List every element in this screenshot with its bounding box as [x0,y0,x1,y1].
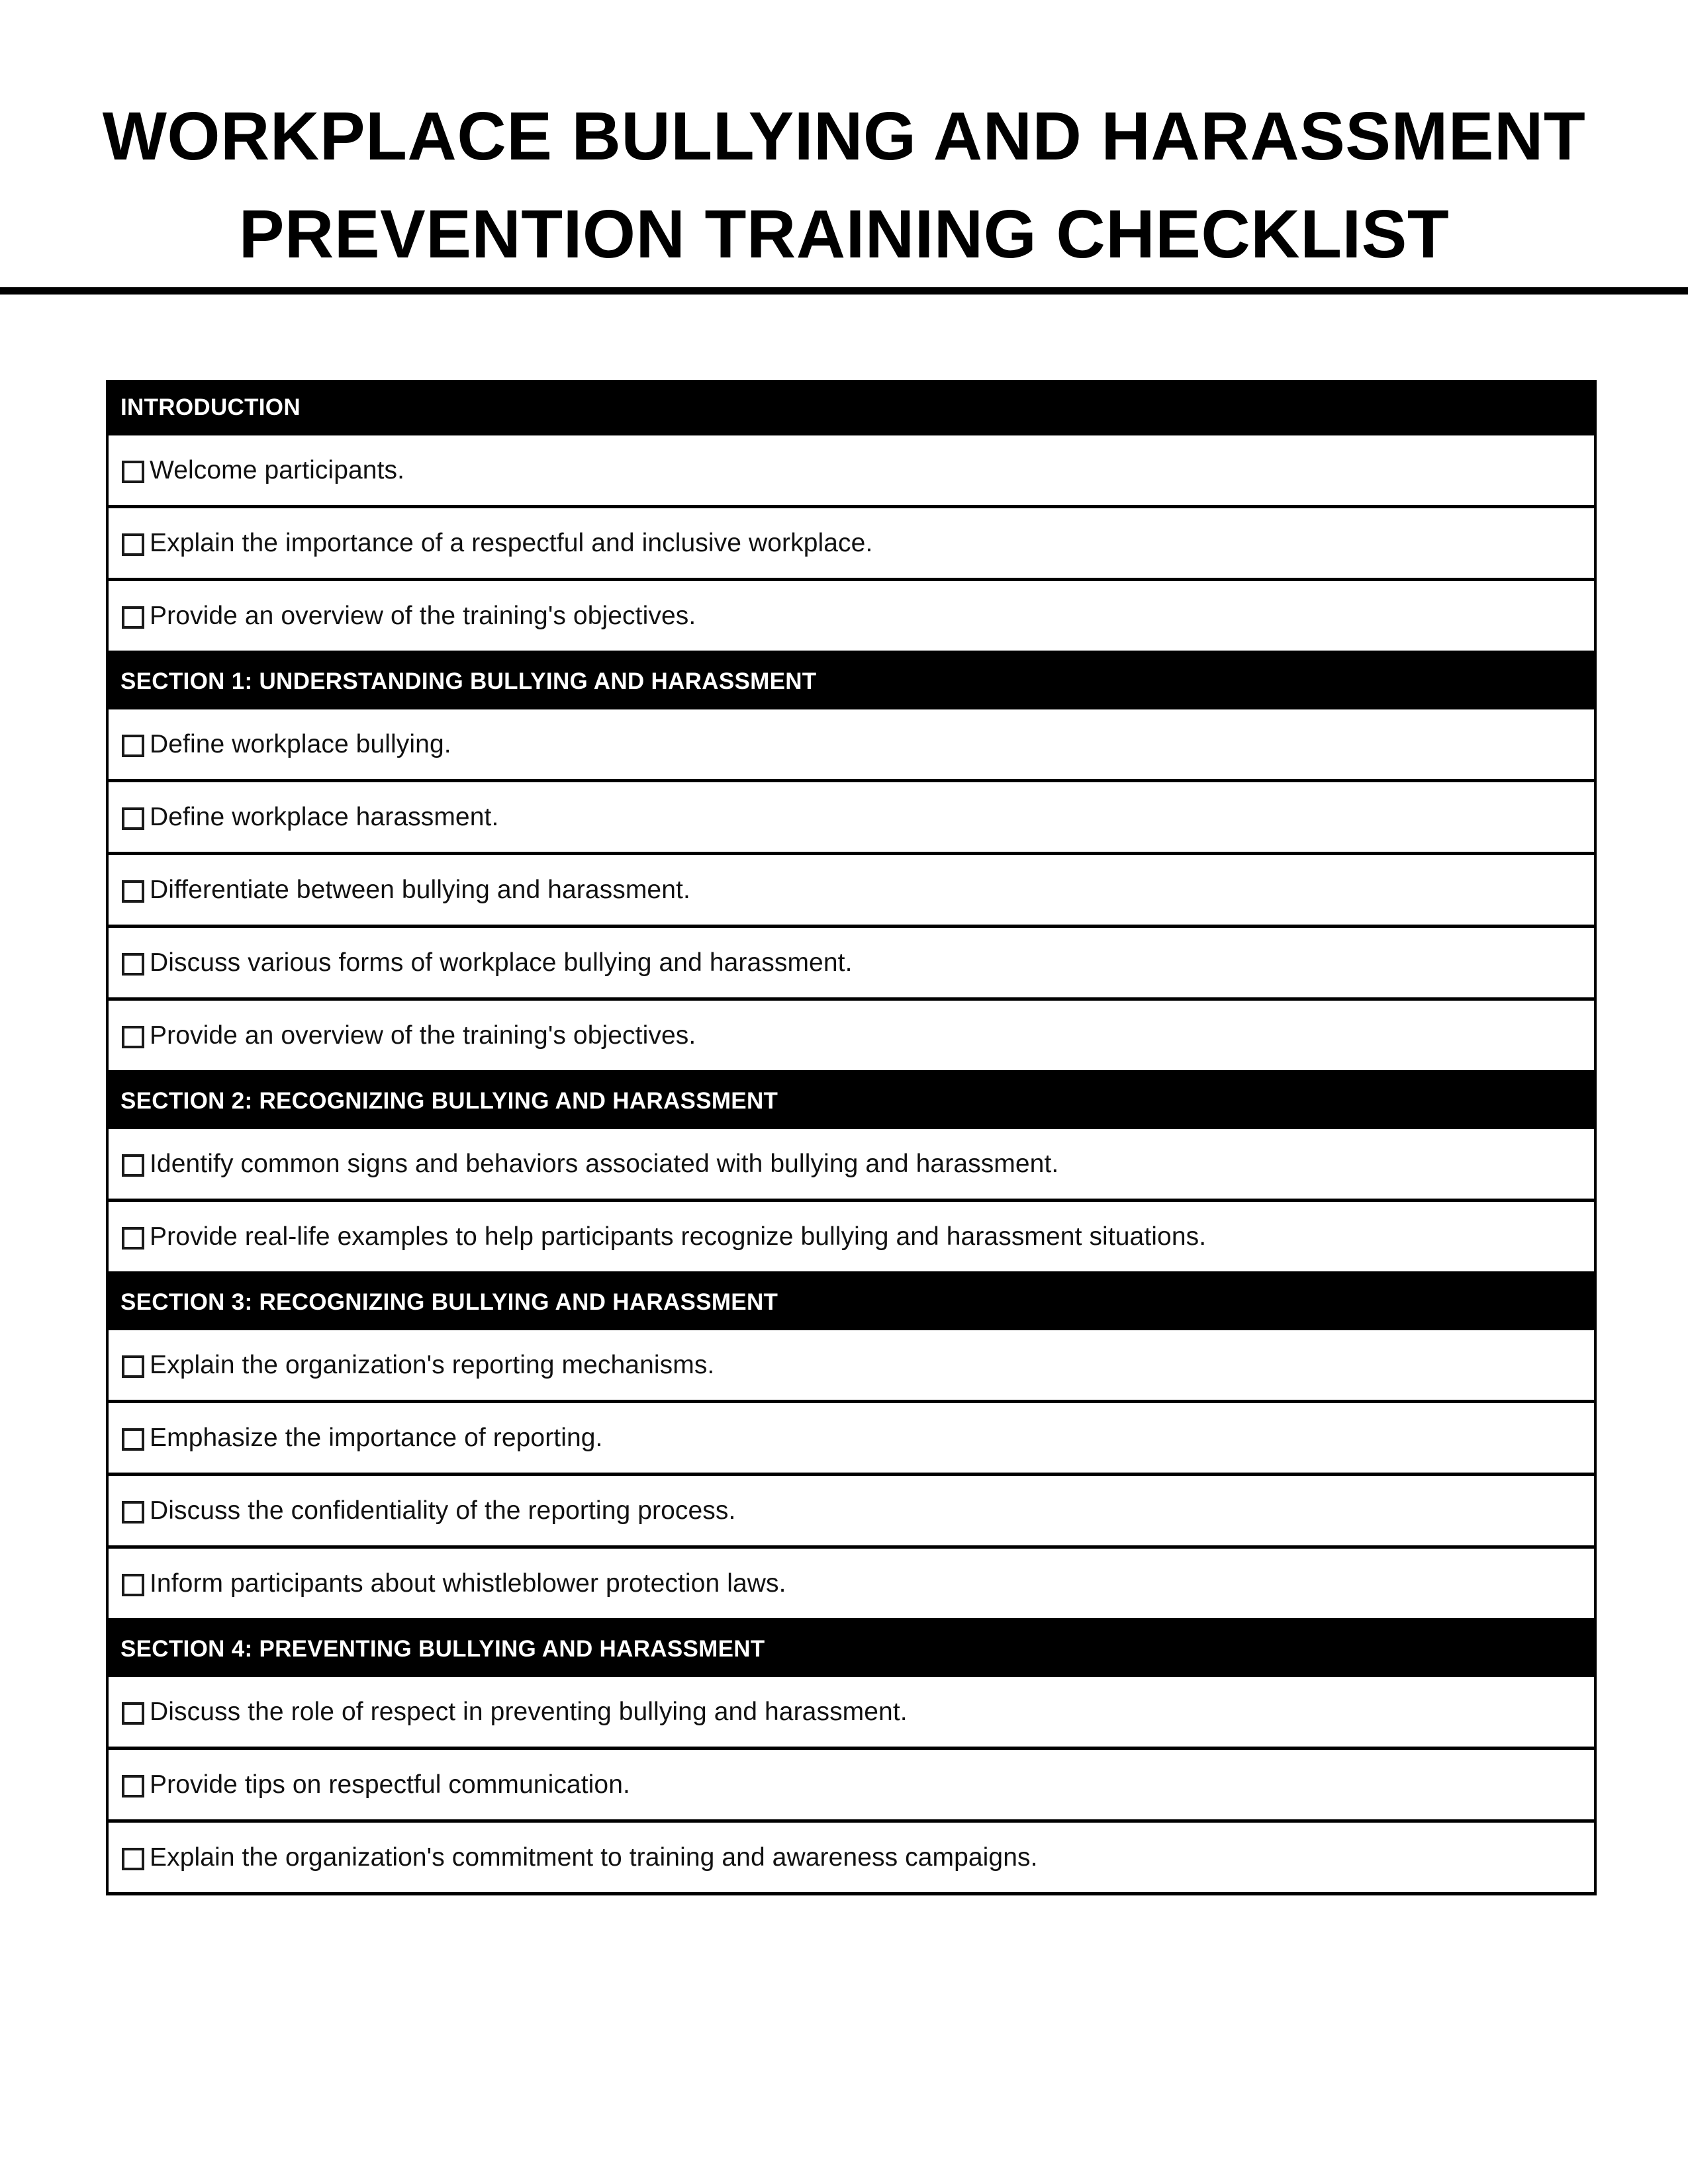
checklist-item-row[interactable] [106,1330,1597,1403]
checklist-item-label: Explain the organization's commitment to training and awareness campaigns. [150,1843,1038,1872]
empty-checkbox-icon[interactable] [122,880,144,903]
title-line-1: WORKPLACE BULLYING AND HARASSMENT [102,98,1586,174]
empty-checkbox-icon[interactable] [122,1355,144,1378]
empty-checkbox-icon[interactable] [122,1574,144,1596]
empty-checkbox-icon[interactable] [122,1848,144,1870]
empty-checkbox-icon[interactable] [122,1501,144,1524]
title-divider-rule [0,287,1688,295]
empty-checkbox-icon[interactable] [122,1428,144,1451]
checklist-table [106,380,1597,1895]
empty-checkbox-icon[interactable] [122,1775,144,1797]
checklist-item-label: Explain the importance of a respectful and inclusive workplace. [150,528,873,557]
checklist-item-label: Provide real-life examples to help participants recognize bullying and harassment situations. [150,1222,1207,1251]
checklist-item-row[interactable] [106,855,1597,928]
checklist-item-label: Differentiate between bullying and harassment. [150,875,690,904]
checklist-item-row[interactable] [106,709,1597,782]
checklist-item-label: Define workplace harassment. [150,802,499,831]
checklist-item-row[interactable] [106,1476,1597,1549]
empty-checkbox-icon[interactable] [122,953,144,976]
checklist-item-label: Inform participants about whistleblower protection laws. [150,1569,786,1598]
title-line-2: PREVENTION TRAINING CHECKLIST [238,196,1450,272]
checklist-item-row[interactable] [106,435,1597,508]
checklist-item-row[interactable] [106,928,1597,1001]
empty-checkbox-icon[interactable] [122,1026,144,1048]
section-header: SECTION 2: RECOGNIZING BULLYING AND HARASSMENT [106,1073,1597,1129]
checklist-item-row[interactable] [106,1001,1597,1073]
empty-checkbox-icon[interactable] [122,1702,144,1725]
empty-checkbox-icon[interactable] [122,1227,144,1250]
checklist-item-label: Welcome participants. [150,455,405,484]
checklist-item-label: Provide an overview of the training's objectives. [150,1021,696,1050]
empty-checkbox-icon[interactable] [122,735,144,757]
empty-checkbox-icon[interactable] [122,533,144,556]
checklist-item-row[interactable] [106,581,1597,654]
checklist-item-row[interactable] [106,1750,1597,1823]
empty-checkbox-icon[interactable] [122,461,144,483]
checklist-item-row[interactable] [106,1823,1597,1895]
checklist-item-label: Provide tips on respectful communication. [150,1770,630,1799]
checklist-item-label: Explain the organization's reporting mechanisms. [150,1350,715,1379]
checklist-item-row[interactable] [106,1549,1597,1621]
section-header: SECTION 1: UNDERSTANDING BULLYING AND HARASSMENT [106,654,1597,709]
checklist-item-row[interactable] [106,1677,1597,1750]
checklist-item-row[interactable] [106,782,1597,855]
empty-checkbox-icon[interactable] [122,606,144,629]
checklist-item-label: Discuss the role of respect in preventing bullying and harassment. [150,1697,908,1726]
section-header: SECTION 4: PREVENTING BULLYING AND HARASSMENT [106,1621,1597,1677]
section-header: SECTION 3: RECOGNIZING BULLYING AND HARASSMENT [106,1275,1597,1330]
document-title [0,0,1688,283]
empty-checkbox-icon[interactable] [122,807,144,830]
checklist-item-row[interactable] [106,1403,1597,1476]
section-header: INTRODUCTION [106,380,1597,435]
checklist-item-label: Define workplace bullying. [150,729,451,758]
checklist-item-row[interactable] [106,1202,1597,1275]
checklist-item-label: Identify common signs and behaviors associated with bullying and harassment. [150,1149,1059,1178]
checklist-item-label: Discuss the confidentiality of the reporting process. [150,1496,736,1525]
checklist-item-label: Discuss various forms of workplace bullying and harassment. [150,948,853,977]
checklist-item-label: Emphasize the importance of reporting. [150,1423,603,1452]
empty-checkbox-icon[interactable] [122,1154,144,1177]
checklist-item-row[interactable] [106,508,1597,581]
checklist-item-row[interactable] [106,1129,1597,1202]
checklist-item-label: Provide an overview of the training's objectives. [150,601,696,630]
